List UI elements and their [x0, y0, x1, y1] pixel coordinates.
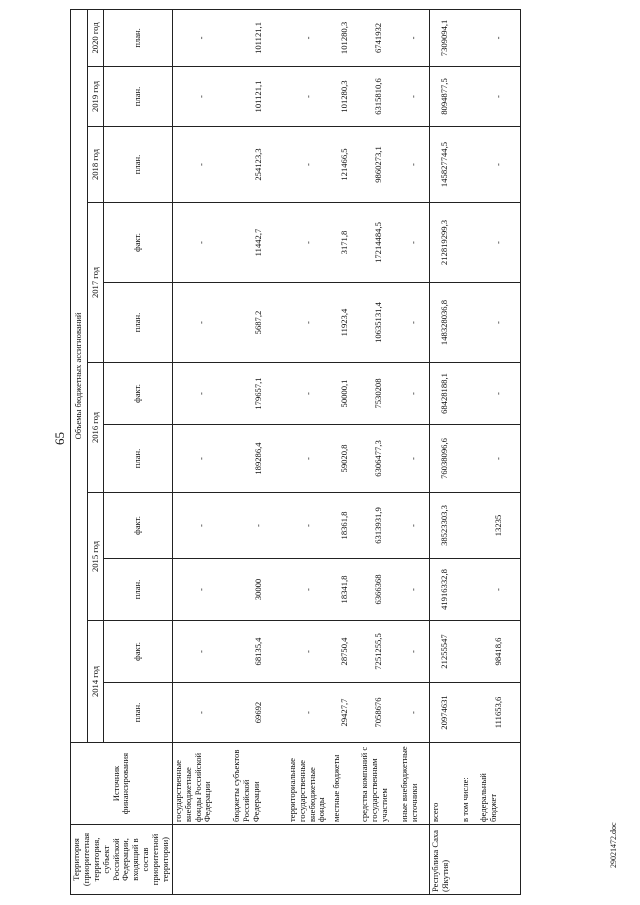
- value-cell: -: [172, 127, 231, 203]
- value-cell: -: [287, 683, 331, 743]
- value-cell: 13235: [478, 493, 521, 559]
- document-reference: 29021472.doc: [609, 822, 618, 868]
- value-cell: -: [287, 363, 331, 425]
- value-cell: 7251255,5: [359, 621, 399, 683]
- value-cell: -: [478, 283, 521, 363]
- value-cell: -: [399, 493, 430, 559]
- value-cell: 8094877,5: [429, 67, 460, 127]
- value-cell: 254123,3: [231, 127, 287, 203]
- territory-cell: [331, 825, 359, 895]
- table-row: [429, 9, 460, 894]
- territory-cell: [399, 825, 430, 895]
- source-cell: всего: [429, 743, 460, 825]
- source-cell: бюджеты субъектов Российской Федерации: [231, 743, 287, 825]
- source-cell: иные внебюджетные источники: [399, 743, 430, 825]
- territory-cell: [359, 825, 399, 895]
- value-cell: 98418,6: [478, 621, 521, 683]
- value-cell: 212819299,3: [429, 203, 460, 283]
- value-cell: 18341,8: [331, 559, 359, 621]
- fact-header: факт.: [103, 493, 172, 559]
- value-cell: 6315810,6: [359, 67, 399, 127]
- value-cell: 41916332,8: [429, 559, 460, 621]
- value-cell: -: [399, 9, 430, 66]
- value-cell: 6366368: [359, 559, 399, 621]
- value-cell: -: [172, 363, 231, 425]
- table-row: [172, 9, 231, 894]
- value-cell: [460, 559, 478, 621]
- source-cell: в том числе:: [460, 743, 478, 825]
- territory-cell: [172, 825, 231, 895]
- year-header-2019: 2019 год: [88, 67, 103, 127]
- value-cell: -: [399, 621, 430, 683]
- value-cell: -: [399, 127, 430, 203]
- value-cell: 7058676: [359, 683, 399, 743]
- source-header: Источник финансирования: [71, 743, 173, 825]
- plan-header: план.: [103, 425, 172, 493]
- territory-cell: [287, 825, 331, 895]
- value-cell: -: [478, 9, 521, 66]
- territory-cell: Республика Саха (Якутия): [429, 825, 460, 895]
- value-cell: 101121,1: [231, 9, 287, 66]
- value-cell: -: [478, 203, 521, 283]
- year-header-2017: 2017 год: [88, 203, 103, 363]
- value-cell: -: [287, 559, 331, 621]
- value-cell: 30000: [231, 559, 287, 621]
- value-cell: 6306477,3: [359, 425, 399, 493]
- value-cell: 69692: [231, 683, 287, 743]
- plan-header: план.: [103, 67, 172, 127]
- value-cell: [460, 683, 478, 743]
- year-header-2014: 2014 год: [88, 621, 103, 743]
- source-cell: средства компаний с государственным участием: [359, 743, 399, 825]
- value-cell: -: [399, 683, 430, 743]
- value-cell: [460, 425, 478, 493]
- value-cell: 76038096,6: [429, 425, 460, 493]
- value-cell: -: [287, 621, 331, 683]
- plan-header: план.: [103, 683, 172, 743]
- budget-allocations-table: [70, 9, 521, 895]
- fact-header: факт.: [103, 363, 172, 425]
- value-cell: -: [399, 363, 430, 425]
- value-cell: -: [287, 203, 331, 283]
- value-cell: 145827744,5: [429, 127, 460, 203]
- value-cell: 68428188,1: [429, 363, 460, 425]
- value-cell: -: [287, 283, 331, 363]
- value-cell: -: [287, 493, 331, 559]
- year-header-2016: 2016 год: [88, 363, 103, 493]
- value-cell: 20974631: [429, 683, 460, 743]
- table-row: [460, 9, 478, 894]
- value-cell: 28750,4: [331, 621, 359, 683]
- value-cell: [460, 363, 478, 425]
- value-cell: -: [399, 283, 430, 363]
- plan-header: план.: [103, 559, 172, 621]
- value-cell: -: [172, 621, 231, 683]
- value-cell: 18361,8: [331, 493, 359, 559]
- value-cell: -: [478, 127, 521, 203]
- value-cell: -: [172, 559, 231, 621]
- value-cell: -: [399, 425, 430, 493]
- fact-header: факт.: [103, 203, 172, 283]
- value-cell: 6313931,9: [359, 493, 399, 559]
- table-row: [287, 9, 331, 894]
- value-cell: -: [172, 493, 231, 559]
- value-cell: -: [231, 493, 287, 559]
- value-cell: 59020,8: [331, 425, 359, 493]
- value-cell: 101280,3: [331, 9, 359, 66]
- value-cell: [460, 203, 478, 283]
- value-cell: 101280,3: [331, 67, 359, 127]
- value-cell: 9860273,1: [359, 127, 399, 203]
- value-cell: -: [478, 363, 521, 425]
- table-row: [331, 9, 359, 894]
- value-cell: 101121,1: [231, 67, 287, 127]
- value-cell: 21255547: [429, 621, 460, 683]
- value-cell: [460, 67, 478, 127]
- value-cell: -: [172, 9, 231, 66]
- table-row: [399, 9, 430, 894]
- value-cell: [460, 493, 478, 559]
- page-number: 65: [52, 432, 67, 445]
- value-cell: -: [172, 203, 231, 283]
- value-cell: 6741932: [359, 9, 399, 66]
- source-cell: федеральный бюджет: [478, 743, 521, 825]
- value-cell: 111653,6: [478, 683, 521, 743]
- fact-header: факт.: [103, 621, 172, 683]
- value-cell: 50000,1: [331, 363, 359, 425]
- value-cell: -: [399, 559, 430, 621]
- budget-table-container: [70, 10, 630, 895]
- value-cell: -: [172, 683, 231, 743]
- value-cell: 7530208: [359, 363, 399, 425]
- table-row: [231, 9, 287, 894]
- value-cell: -: [287, 67, 331, 127]
- value-cell: 11923,4: [331, 283, 359, 363]
- year-header-2015: 2015 год: [88, 493, 103, 621]
- value-cell: [460, 283, 478, 363]
- value-cell: [460, 621, 478, 683]
- value-cell: 68135,4: [231, 621, 287, 683]
- year-header-2018: 2018 год: [88, 127, 103, 203]
- value-cell: 7309094,1: [429, 9, 460, 66]
- plan-header: план.: [103, 127, 172, 203]
- value-cell: 3171,8: [331, 203, 359, 283]
- source-cell: местные бюджеты: [331, 743, 359, 825]
- value-cell: 148328036,8: [429, 283, 460, 363]
- value-cell: 5687,2: [231, 283, 287, 363]
- value-cell: 179657,1: [231, 363, 287, 425]
- volumes-header: Объемы бюджетных ассигнований: [71, 9, 88, 742]
- value-cell: 10635131,4: [359, 283, 399, 363]
- table-row: [478, 9, 521, 894]
- value-cell: -: [172, 425, 231, 493]
- source-cell: территориальные государственные внебюджетные фонды: [287, 743, 331, 825]
- value-cell: -: [399, 203, 430, 283]
- value-cell: [460, 127, 478, 203]
- value-cell: [460, 9, 478, 66]
- table-row: [359, 9, 399, 894]
- plan-header: план.: [103, 283, 172, 363]
- value-cell: -: [287, 425, 331, 493]
- value-cell: 38523303,3: [429, 493, 460, 559]
- source-cell: государственные внебюджетные фонды Российской Федерации: [172, 743, 231, 825]
- value-cell: 121466,5: [331, 127, 359, 203]
- territory-cell: [231, 825, 287, 895]
- value-cell: -: [399, 67, 430, 127]
- value-cell: -: [287, 127, 331, 203]
- year-header-2020: 2020 год: [88, 9, 103, 66]
- value-cell: 29427,7: [331, 683, 359, 743]
- value-cell: -: [172, 67, 231, 127]
- value-cell: -: [478, 425, 521, 493]
- territory-header: Территория (приоритетная территория, субъект Российской Федерации, входящий в состав приоритетной территории): [71, 825, 173, 895]
- value-cell: 11442,7: [231, 203, 287, 283]
- value-cell: 17214484,5: [359, 203, 399, 283]
- territory-cell: [460, 825, 478, 895]
- value-cell: 189286,4: [231, 425, 287, 493]
- value-cell: -: [478, 559, 521, 621]
- value-cell: -: [287, 9, 331, 66]
- plan-header: план.: [103, 9, 172, 66]
- value-cell: -: [478, 67, 521, 127]
- territory-cell: [478, 825, 521, 895]
- value-cell: -: [172, 283, 231, 363]
